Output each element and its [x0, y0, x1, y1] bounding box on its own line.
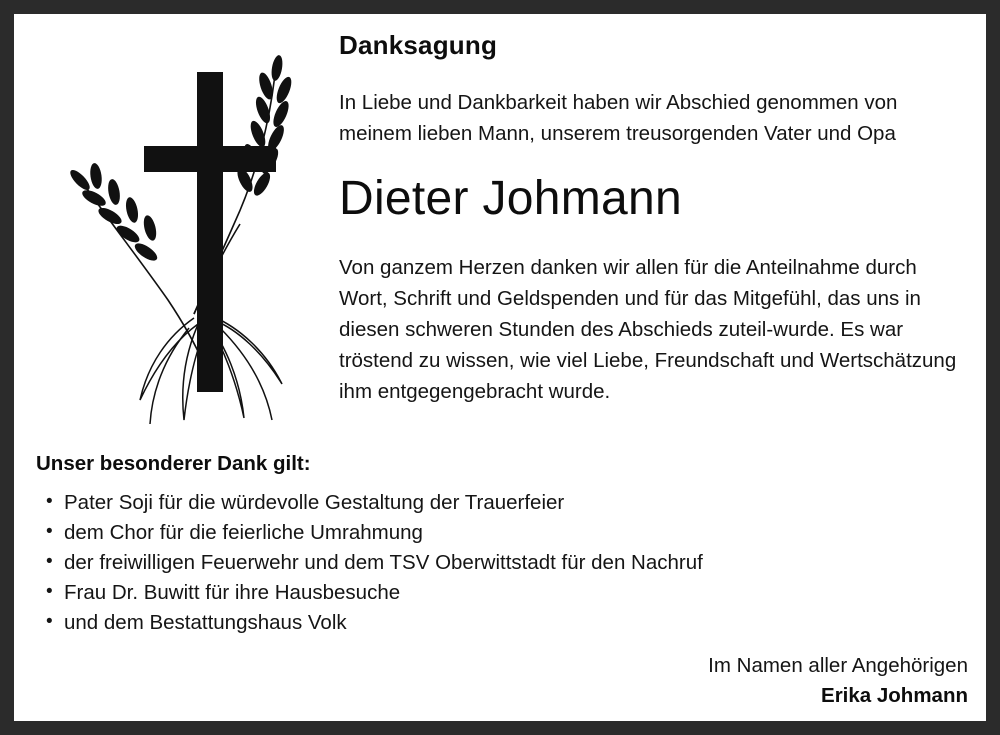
thanks-title: Unser besonderer Dank gilt:	[36, 452, 311, 475]
signature-line: Im Namen aller Angehörigen	[708, 654, 968, 677]
thanks-list	[36, 488, 971, 638]
list-item: • dem Chor für die feierliche Umrahmung	[36, 518, 971, 548]
list-item: • Frau Dr. Buwitt für ihre Hausbesuche	[36, 578, 971, 608]
list-item: • Pater Soji für die würdevolle Gestaltung der Trauerfeier	[36, 488, 971, 518]
thanks-section	[36, 452, 971, 638]
list-item: • der freiwilligen Feuerwehr und dem TSV Oberwittstadt für den Nachruf	[36, 548, 971, 578]
page-title: Danksagung	[339, 30, 498, 60]
notice-text-column	[339, 30, 969, 407]
deceased-name: Dieter Johmann	[339, 172, 683, 225]
intro-paragraph: In Liebe und Dankbarkeit haben wir Abschied genommen von meinem lieben Mann, unserem treusorgenden Vater und Opa	[339, 91, 898, 145]
signature-block	[708, 651, 968, 711]
list-item: • und dem Bestattungshaus Volk	[36, 608, 971, 638]
cross-with-wheat-icon	[44, 28, 329, 438]
card-inner	[14, 14, 986, 721]
signature-name: Erika Johmann	[821, 684, 968, 707]
body-paragraph: Von ganzem Herzen danken wir allen für die Anteilnahme durch Wort, Schrift und Geldspenden und für das Mitgefühl, das uns in diesen schweren Stunden des Abschieds zuteil-wurde. Es war tröstend zu wissen, wie viel Liebe, Freundschaft und Wertschätzung ihm entgegengebracht wurde.	[339, 256, 957, 403]
